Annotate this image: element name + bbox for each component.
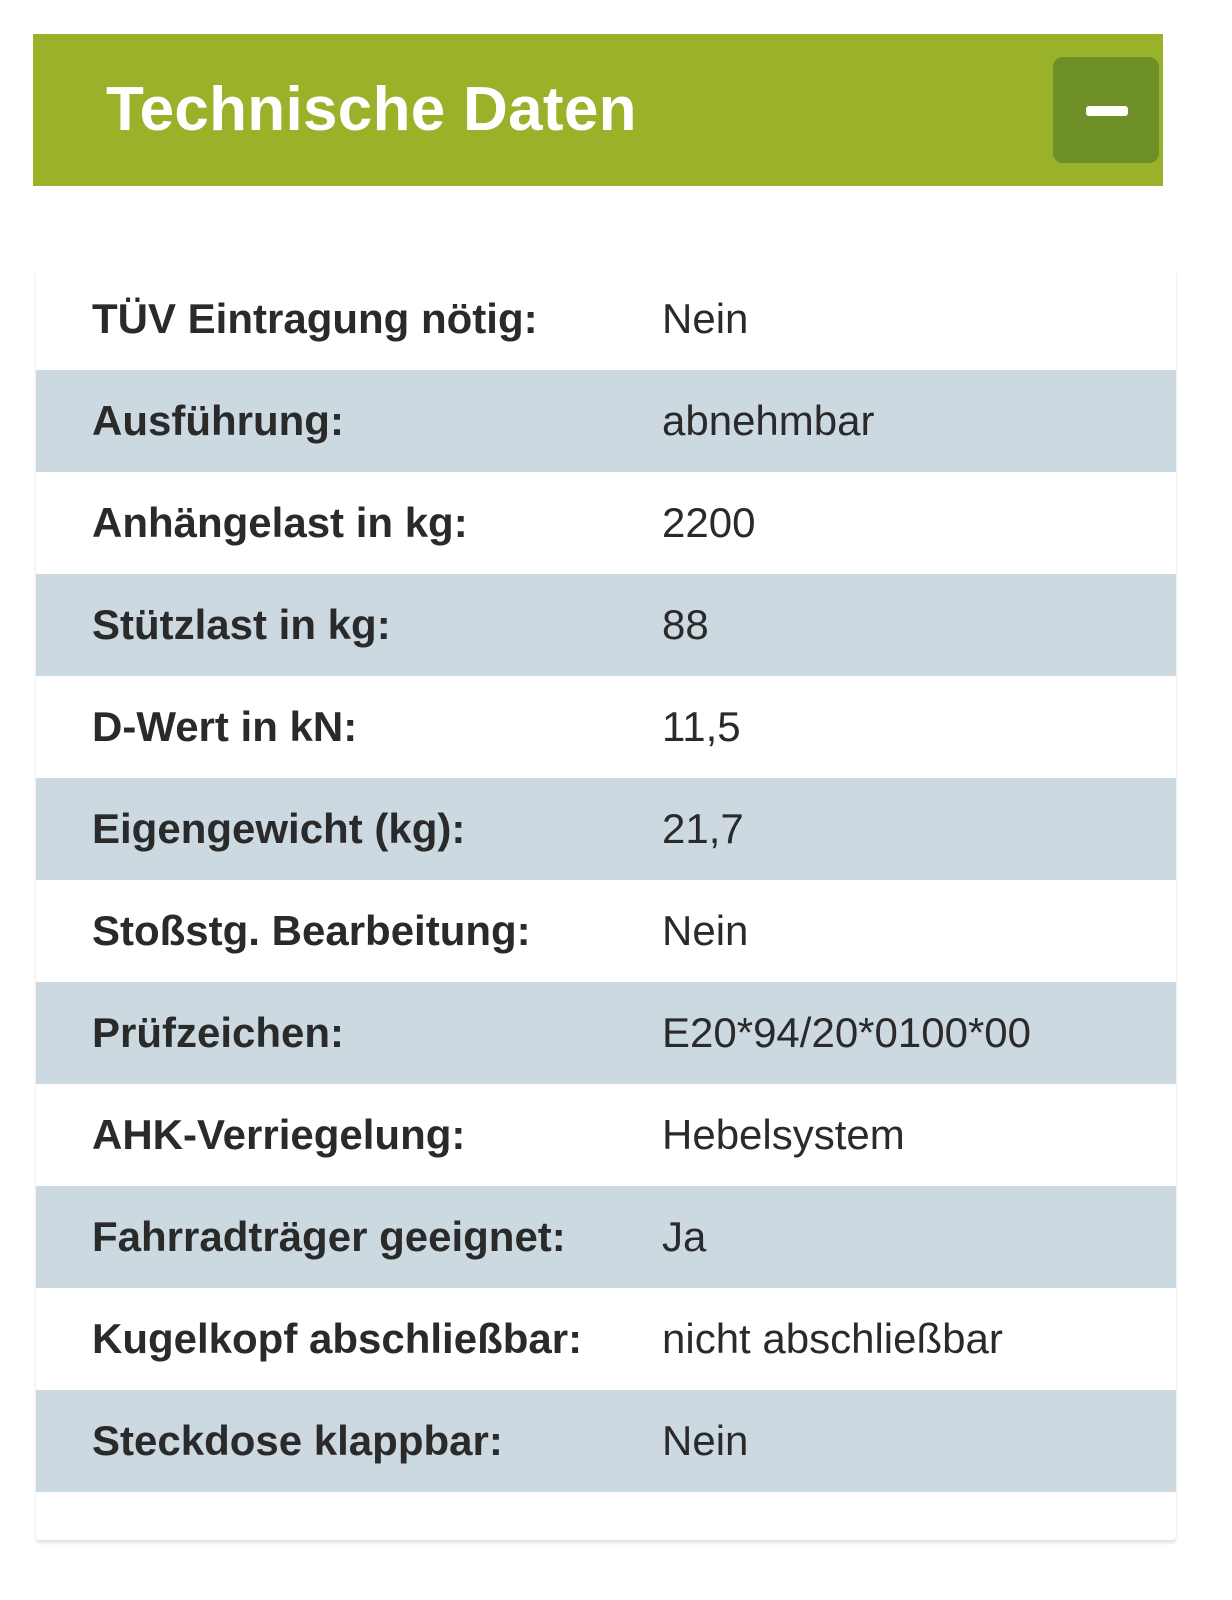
spec-value: Ja bbox=[662, 1213, 707, 1260]
spec-row-d-wert bbox=[36, 676, 1176, 778]
spec-label: Stoßstg. Bearbeitung: bbox=[92, 907, 531, 954]
spec-label: Steckdose klappbar: bbox=[92, 1417, 503, 1464]
panel-header bbox=[33, 34, 1163, 186]
spec-value: 11,5 bbox=[662, 703, 741, 750]
spec-label: D-Wert in kN: bbox=[92, 703, 358, 750]
spec-row-ausfuehrung bbox=[36, 370, 1176, 472]
spec-label: AHK-Verriegelung: bbox=[92, 1111, 466, 1158]
spec-value: Nein bbox=[662, 1417, 749, 1464]
spec-value: abnehmbar bbox=[662, 397, 875, 444]
spec-row-stossstange bbox=[36, 880, 1176, 982]
spec-label: Stützlast in kg: bbox=[92, 601, 391, 648]
specs-panel bbox=[36, 268, 1176, 1540]
spec-label: Prüfzeichen: bbox=[92, 1009, 345, 1056]
spec-value: 2200 bbox=[662, 499, 756, 546]
spec-label: Ausführung: bbox=[92, 397, 344, 444]
spec-value: Hebelsystem bbox=[662, 1111, 905, 1158]
spec-label: Fahrradträger geeignet: bbox=[92, 1213, 566, 1260]
spec-row-steckdose bbox=[36, 1390, 1176, 1492]
spec-label: TÜV Eintragung nötig: bbox=[92, 295, 538, 342]
panel-title: Technische Daten bbox=[106, 75, 637, 144]
spec-row-tuev bbox=[36, 268, 1176, 370]
collapse-button[interactable] bbox=[1053, 57, 1159, 163]
spec-value: 88 bbox=[662, 601, 709, 648]
spec-row-eigengewicht bbox=[36, 778, 1176, 880]
spec-value: 21,7 bbox=[662, 805, 744, 852]
minus-icon bbox=[1086, 106, 1128, 116]
spec-value: Nein bbox=[662, 907, 749, 954]
spec-row-kugelkopf bbox=[36, 1288, 1176, 1390]
spec-label: Anhängelast in kg: bbox=[92, 499, 468, 546]
spec-row-stuetzlast bbox=[36, 574, 1176, 676]
spec-row-anhaengelast bbox=[36, 472, 1176, 574]
spec-row-verriegelung bbox=[36, 1084, 1176, 1186]
spec-label: Eigengewicht (kg): bbox=[92, 805, 466, 852]
spec-value: Nein bbox=[662, 295, 749, 342]
spec-row-pruefzeichen bbox=[36, 982, 1176, 1084]
spec-value: E20*94/20*0100*00 bbox=[662, 1009, 1032, 1056]
spec-value: nicht abschließbar bbox=[662, 1315, 1003, 1362]
spec-label: Kugelkopf abschließbar: bbox=[92, 1315, 583, 1362]
spec-row-fahrradtraeger bbox=[36, 1186, 1176, 1288]
specs-table bbox=[36, 268, 1176, 1492]
